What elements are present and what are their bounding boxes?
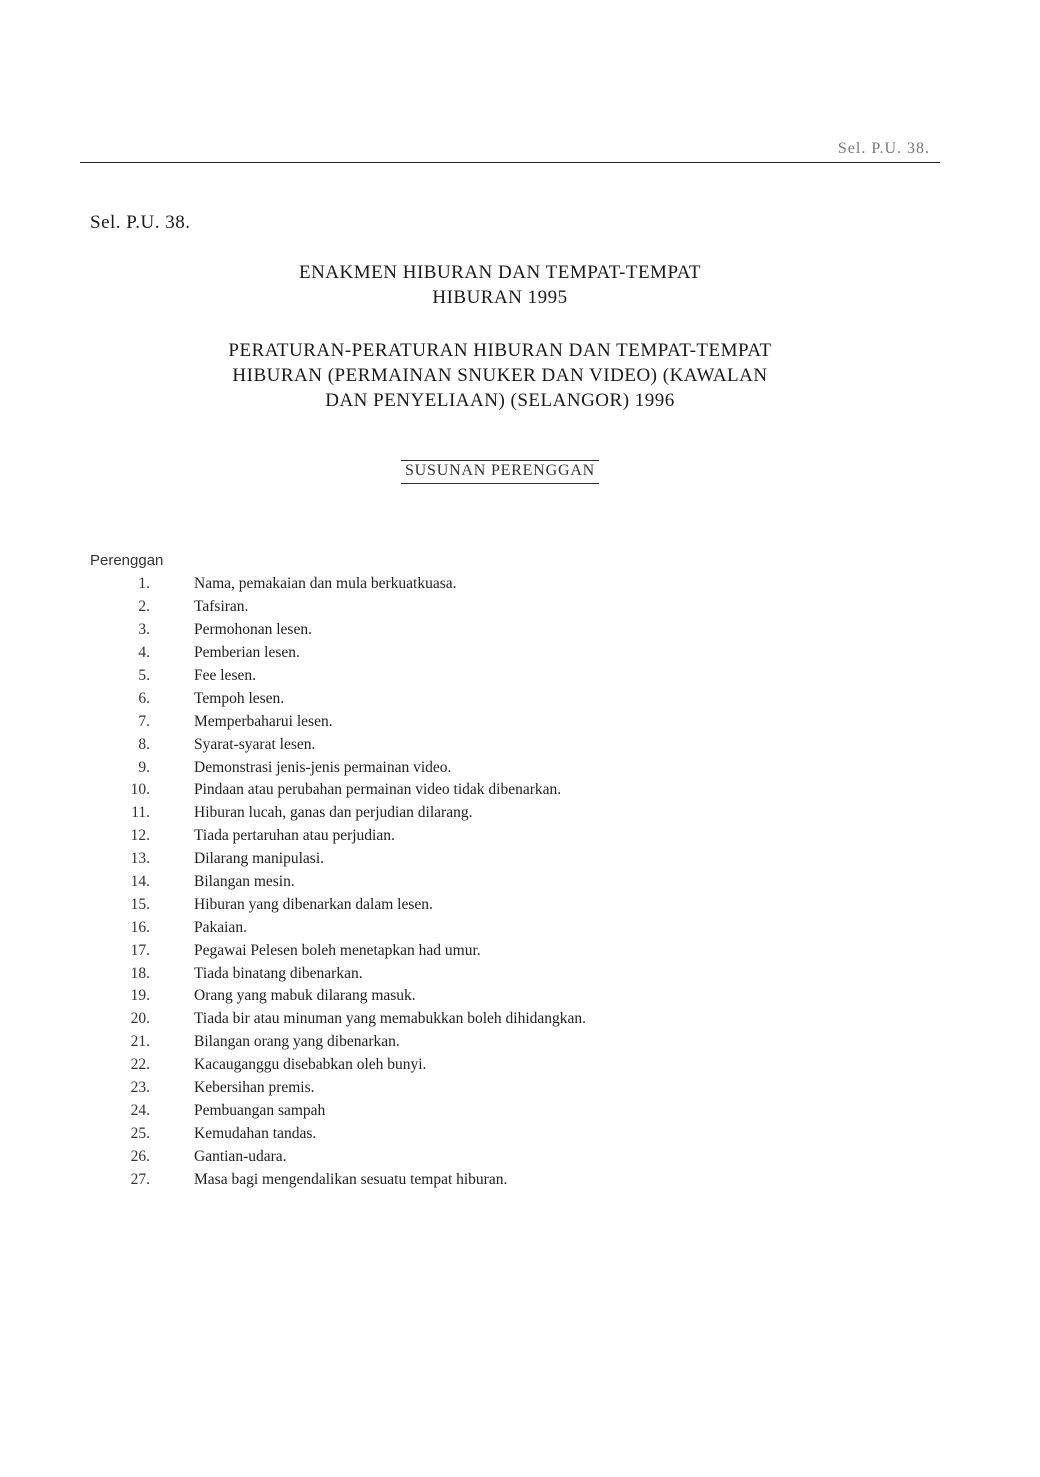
column-heading: Perenggan: [90, 552, 164, 569]
paragraph-title: Kemudahan tandas.: [194, 1124, 317, 1142]
list-item: [90, 596, 890, 619]
list-item: [90, 573, 890, 596]
paragraph-title: Bilangan mesin.: [194, 873, 295, 891]
paragraph-title: Pindaan atau perubahan permainan video tidak dibenarkan.: [194, 781, 562, 799]
paragraph-title: Tiada pertaruhan atau perjudian.: [194, 827, 395, 845]
running-head: Sel. P.U. 38.: [837, 140, 930, 157]
regulations-title-line: DAN PENYELIAAN) (SELANGOR) 1996: [325, 390, 675, 411]
list-item: [90, 1054, 890, 1077]
paragraph-title: Memperbaharui lesen.: [194, 712, 333, 730]
header-rule: [80, 162, 940, 163]
paragraph-title: Pemberian lesen.: [194, 644, 300, 662]
list-item: [90, 779, 890, 802]
list-item: [90, 733, 890, 756]
paragraph-number: 19.: [130, 987, 150, 1005]
list-item: [90, 710, 890, 733]
list-item: [90, 665, 890, 688]
paragraph-title: Bilangan orang yang dibenarkan.: [194, 1033, 400, 1051]
paragraph-number: 10.: [130, 781, 150, 799]
list-item: [90, 916, 890, 939]
enactment-title: [100, 260, 900, 310]
paragraph-title: Hiburan yang dibenarkan dalam lesen.: [194, 895, 433, 913]
paragraph-number: 7.: [138, 712, 150, 730]
list-item: [90, 756, 890, 779]
list-item: [90, 893, 890, 916]
paragraph-number: 6.: [138, 689, 150, 707]
paragraph-title: Pembuangan sampah: [194, 1101, 326, 1119]
paragraph-number: 4.: [138, 644, 150, 662]
paragraph-number: 18.: [130, 964, 150, 982]
paragraph-title: Permohonan lesen.: [194, 621, 312, 639]
paragraph-title: Tiada binatang dibenarkan.: [194, 964, 363, 982]
list-item: [90, 619, 890, 642]
list-item: [90, 985, 890, 1008]
paragraph-number: 5.: [138, 667, 150, 684]
reference-number: Sel. P.U. 38.: [90, 212, 191, 233]
list-item: [90, 848, 890, 871]
regulations-title-line: PERATURAN-PERATURAN HIBURAN DAN TEMPAT-TEMPAT: [228, 340, 772, 361]
paragraph-number: 20.: [130, 1010, 150, 1028]
paragraph-title: Gantian-udara.: [194, 1147, 287, 1165]
paragraph-number: 3.: [138, 621, 150, 639]
list-item: [90, 1031, 890, 1054]
list-item: [90, 802, 890, 825]
paragraph-number: 22.: [130, 1056, 150, 1074]
list-item: [90, 939, 890, 962]
paragraph-number: 17.: [130, 941, 150, 959]
arrangement-heading-text: SUSUNAN PERENGGAN: [401, 460, 599, 484]
paragraph-list: [90, 573, 890, 1191]
paragraph-number: 8.: [138, 735, 150, 753]
list-item: [90, 1145, 890, 1168]
paragraph-title: Masa bagi mengendalikan sesuatu tempat hiburan.: [194, 1170, 508, 1188]
paragraph-number: 2.: [138, 598, 150, 616]
paragraph-number: 21.: [130, 1033, 150, 1051]
list-item: [90, 825, 890, 848]
arrangement-heading: [250, 460, 750, 484]
paragraph-title: Dilarang manipulasi.: [194, 850, 324, 868]
paragraph-number: 16.: [130, 918, 150, 936]
list-item: [90, 1099, 890, 1122]
paragraph-number: 13.: [130, 850, 150, 868]
paragraph-number: 9.: [138, 758, 150, 776]
list-item: [90, 1168, 890, 1191]
list-item: [90, 871, 890, 894]
paragraph-title: Syarat-syarat lesen.: [194, 735, 316, 753]
paragraph-title: Tafsiran.: [194, 598, 249, 616]
regulations-title-line: HIBURAN (PERMAINAN SNUKER DAN VIDEO) (KAWALAN: [232, 365, 768, 386]
paragraph-number: 23.: [130, 1079, 150, 1097]
enactment-title-line: HIBURAN 1995: [432, 287, 568, 308]
paragraph-number: 24.: [130, 1101, 150, 1119]
paragraph-number: 14.: [130, 873, 150, 891]
paragraph-title: Fee lesen.: [194, 667, 256, 684]
paragraph-title: Pakaian.: [194, 918, 247, 936]
paragraph-title: Demonstrasi jenis-jenis permainan video.: [194, 758, 452, 776]
list-item: [90, 687, 890, 710]
paragraph-number: 15.: [130, 895, 150, 913]
list-item: [90, 1122, 890, 1145]
paragraph-number: 27.: [130, 1170, 150, 1188]
paragraph-title: Nama, pemakaian dan mula berkuatkuasa.: [194, 575, 457, 593]
paragraph-title: Hiburan lucah, ganas dan perjudian dilarang.: [194, 804, 473, 822]
paragraph-title: Pegawai Pelesen boleh menetapkan had umur.: [194, 941, 481, 959]
paragraph-title: Tempoh lesen.: [194, 689, 285, 707]
paragraph-number: 11.: [131, 804, 150, 822]
paragraph-number: 25.: [130, 1124, 150, 1142]
paragraph-title: Kacauganggu disebabkan oleh bunyi.: [194, 1056, 427, 1074]
paragraph-number: 12.: [130, 827, 150, 845]
paragraph-title: Orang yang mabuk dilarang masuk.: [194, 987, 416, 1005]
list-item: [90, 1077, 890, 1100]
list-item: [90, 642, 890, 665]
list-item: [90, 1008, 890, 1031]
enactment-title-line: ENAKMEN HIBURAN DAN TEMPAT-TEMPAT: [298, 262, 701, 283]
paragraph-title: Tiada bir atau minuman yang memabukkan boleh dihidangkan.: [194, 1010, 587, 1028]
paragraph-title: Kebersihan premis.: [194, 1079, 315, 1097]
paragraph-number: 1.: [138, 575, 150, 593]
list-item: [90, 962, 890, 985]
paragraph-number: 26.: [130, 1147, 150, 1165]
regulations-title: [60, 338, 940, 413]
